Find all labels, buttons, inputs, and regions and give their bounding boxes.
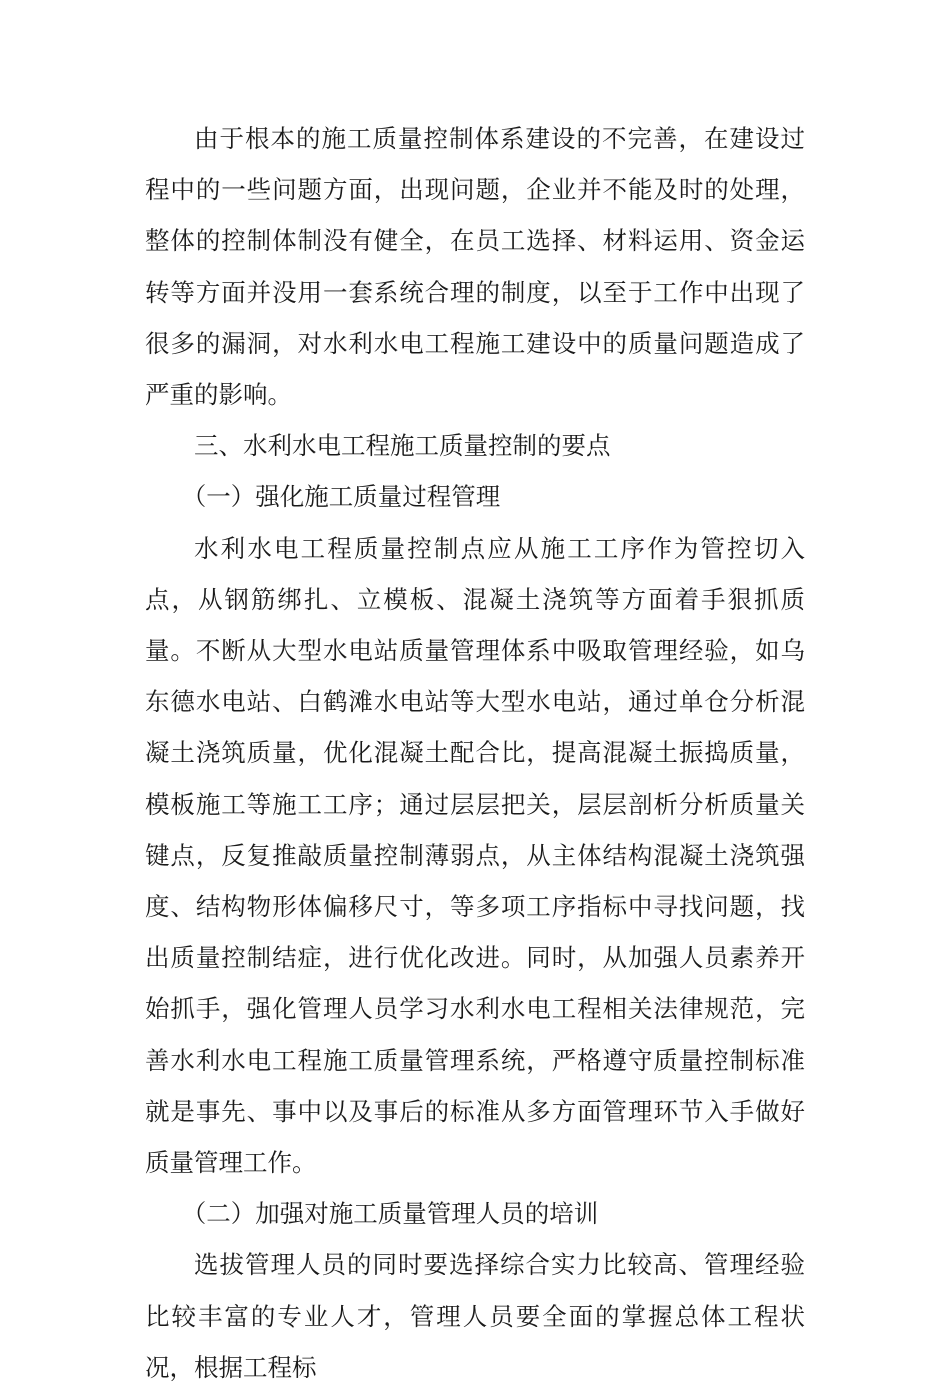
section-heading-quality-control-points: 三、水利水电工程施工质量控制的要点 bbox=[194, 431, 611, 461]
paragraph-control-system-problems: 由于根本的施工质量控制体系建设的不完善，在建设过程中的一些问题方面，出现问题，企业并不能及时的处理，整体的控制体制没有健全，在员工选择、材料运用、资金运转等方面并没用一套系统合理的制度，以至于工作中出现了很多的漏洞，对水利水电工程施工建设中的质量问题造成了严重的影响。 bbox=[145, 124, 805, 410]
subheading-process-management: （一）强化施工质量过程管理 bbox=[181, 482, 501, 512]
document-body bbox=[145, 113, 805, 1393]
paragraph-process-management: 水利水电工程质量控制点应从施工工序作为管控切入点，从钢筋绑扎、立模板、混凝土浇筑等方面着手狠抓质量。不断从大型水电站质量管理体系中吸取管理经验，如乌东德水电站、白鹤滩水电站等大型水电站，通过单仓分析混凝土浇筑质量，优化混凝土配合比，提高混凝土振捣质量，模板施工等施工工序；通过层层把关，层层剖析分析质量关键点，反复推敲质量控制薄弱点，从主体结构混凝土浇筑强度、结构物形体偏移尺寸，等多项工序指标中寻找问题，找出质量控制结症，进行优化改进。同时，从加强人员素养开始抓手，强化管理人员学习水利水电工程相关法律规范，完善水利水电工程施工质量管理系统，严格遵守质量控制标准就是事先、事中以及事后的标准从多方面管理环节入手做好质量管理工作。 bbox=[145, 533, 805, 1178]
paragraph-staff-training: 选拔管理人员的同时要选择综合实力比较高、管理经验比较丰富的专业人才，管理人员要全面的掌握总体工程状况，根据工程标 bbox=[145, 1250, 805, 1382]
subheading-staff-training: （二）加强对施工质量管理人员的培训 bbox=[181, 1199, 599, 1229]
